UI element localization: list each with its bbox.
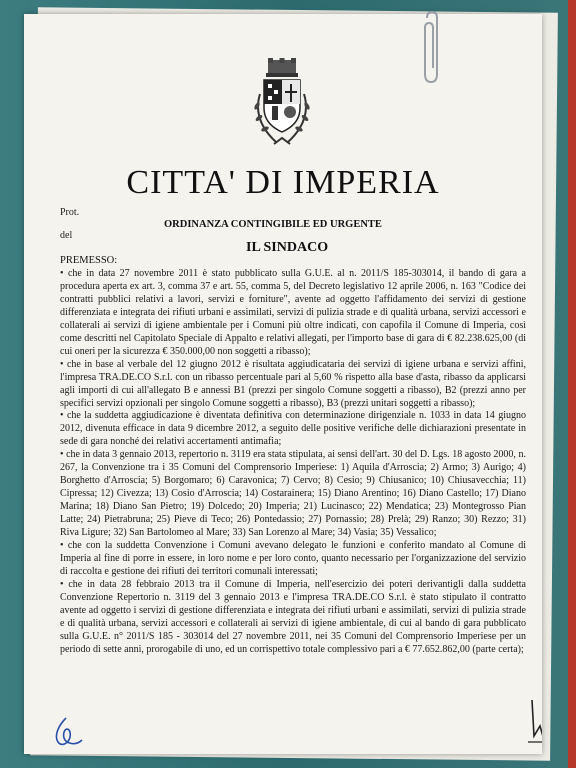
paper-clip-icon — [420, 10, 442, 86]
paragraph: • che in data 27 novembre 2011 è stato pubblicato sulla G.U.E. al n. 2011/S 185-303014, il bando di gara a procedura aperta ex art. 3, comma 37 e art. 55, comma 5, del Decreto legislativo 12 aprile 2006, n. 163 "Codice dei contratti pubblici relativi a lavori, servizi e forniture", avente ad oggetto l'affidamento dei servizi di gestione differenziata e integrata dei rifiuti urbani e assimilati, servizi di pulizia strade e di qualità urbana, servizi accessori e collaterali ai servizi di igiene ambientale per i Comuni più oltre indicati, con capofila il Comune di Imperia, così come descritti nel Capitolato Speciale di Appalto e relativi allegati, per l'importo base di gara di € 82.238.625,00 (di cui oneri per la sicurezza € 350.000,00 non soggetti a ribasso); — [60, 268, 526, 357]
body-text — [60, 268, 526, 657]
premesso-heading: PREMESSO: — [60, 255, 118, 266]
document-page — [24, 14, 542, 754]
paragraph: • che con la suddetta Convenzione i Comuni avevano delegato le funzioni e conferito mandato al Comune di Imperia al fine di porre in essere, in loro nome e per loro conto, quanto necessario per l'organizzazione del servizio di raccolta e gestione dei rifiuti dei territori comunali interessati; — [60, 540, 526, 577]
paragraph: • che la suddetta aggiudicazione è diventata definitiva con determinazione dirigenziale n. 1033 in data 14 giugno 2012, divenuta efficace in data 9 dicembre 2012, a seguito delle positive verifiche delle dichiarazioni presentate in sede di gara nonché dei relativi accertamenti antimafia; — [60, 410, 526, 448]
paragraph: • che in data 3 gennaio 2013, repertorio n. 3119 era stata stipulata, ai sensi dell'art. 30 del D. Lgs. 18 agosto 2000, n. 267, la Convenzione tra i 35 Comuni del Comprensorio Imperiese: 1) Aquila d'Arroscia; 2) Armo; 3) Aurigo; 4) Borghetto d'Arroscia; 5) Borgomaro; 6) Caravonica; 7) Cervo; 8) Cesio; 9) Chiusanico; 10) Chiusavecchia; 11) Cipressa; 12) Civezza; 13) Cosio d'Arroscia; 14) Costarainera; 15) Diano Arentino; 16) Diano Castello; 17) Diano Marina; 18) Diano San Pietro; 19) Dolcedo; 20) Imperia; 21) Lucinasco; 22) Mendatica; 23) Montegrosso Pian Latte; 24) Pietrabruna; 25) Pieve di Teco; 26) Pontedassio; 27) Pornassio; 28) Prelà; 29) Ranzo; 30) Rezzo; 31) Riva Ligure; 32) San Bartolomeo al Mare; 33) San Lorenzo al Mare; 34) Vasia; 35) Vessalico; — [60, 449, 526, 539]
prot-label: Prot. — [60, 207, 80, 218]
paragraph: • che in base al verbale del 12 giugno 2012 è risultata aggiudicataria dei servizi di igiene urbana e servizi affini, l'impresa TRA.DE.CO S.r.l. con un ribasso percentuale pari al 5,60 % rispetto alla base d'asta, ribasso da applicarsi agli importi di cui all'allegato B e annessi B1 (prezzi per singolo Comune soggetti a ribasso), B2 (prezzi anno per specifici servizi opzionali per singolo Comune soggetti a ribasso), B3 (prezzi unitari soggetti a ribasso); — [60, 358, 526, 409]
coat-of-arms-icon — [250, 58, 314, 166]
initials-signature-icon — [522, 696, 542, 748]
authority-heading: IL SINDACO — [246, 240, 329, 255]
paragraph: • che in data 28 febbraio 2013 tra il Comune di Imperia, nell'esercizio dei poteri derivantigli dalla suddetta Convenzione Repertorio n. 3119 del 3 gennaio 2013 e l'impresa TRA.DE.CO S.r.l. è stato stipulato il contratto avente ad oggetto i servizi di gestione differenziata e integrata dei rifiuti urbani e assimilati, servizi di pulizia strade e di qualità urbana, servizi accessori e collaterali ai servizi di igiene ambientale, di cui al bando di gara pubblicato sulla G.U.E. n° 2011/S 185 - 303014 del 27 novembre 2011, nei 35 Comuni del Comprensorio Imperiese per un periodo di sette anni, prorogabile di uno, ed un corrispettivo totale complessivo pari a € 77.652.862,00 (parte certa); — [60, 578, 526, 655]
desk-edge — [568, 0, 576, 768]
ordinanza-title: ORDINANZA CONTINGIBILE ED URGENTE — [164, 219, 382, 230]
del-label: del — [60, 230, 73, 241]
city-title: CITTA' DI IMPERIA — [126, 164, 440, 201]
initials-signature-icon — [48, 712, 88, 752]
